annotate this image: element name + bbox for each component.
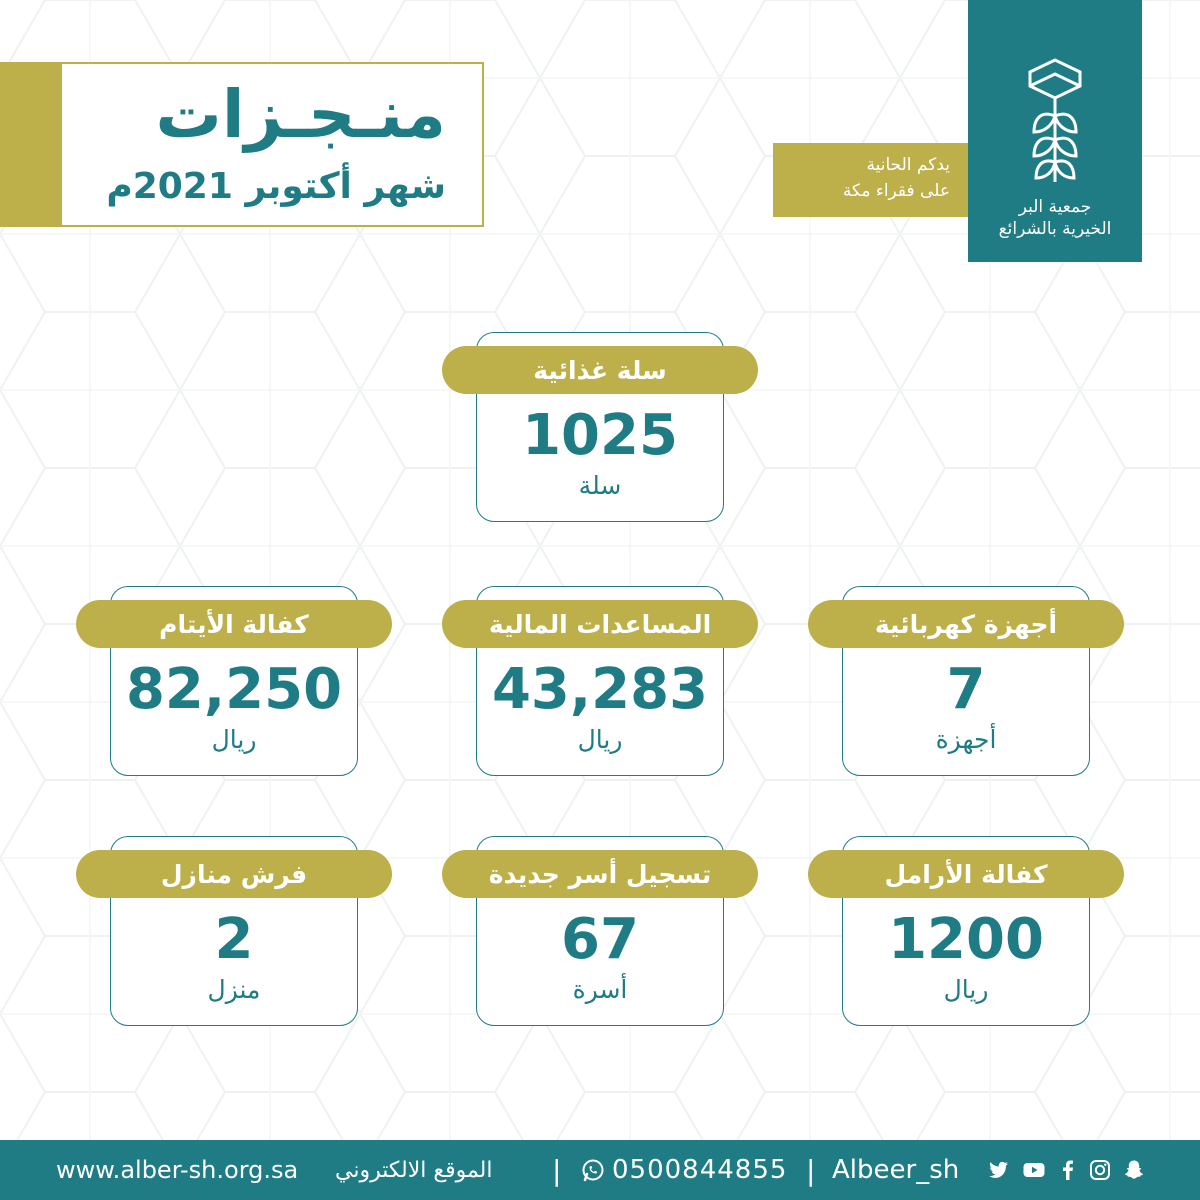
- card-label: أجهزة كهربائية: [808, 600, 1124, 648]
- stat-card-new-families: [476, 836, 724, 1026]
- card-value: 1025: [522, 403, 678, 468]
- card-value: 2: [214, 907, 254, 972]
- slogan-box: [773, 143, 968, 217]
- snapchat-icon[interactable]: [1122, 1158, 1146, 1182]
- stat-card-food-baskets: [476, 332, 724, 522]
- footer: [0, 1140, 1200, 1200]
- website-link[interactable]: www.alber-sh.org.sa: [56, 1156, 299, 1184]
- title-accent-bar: [0, 62, 60, 227]
- footer-separator: |: [552, 1153, 562, 1187]
- card-label: سلة غذائية: [442, 346, 758, 394]
- card-value: 1200: [888, 907, 1044, 972]
- stat-card-home-furnishing: [110, 836, 358, 1026]
- footer-separator: |: [806, 1153, 816, 1187]
- facebook-icon[interactable]: [1056, 1158, 1080, 1182]
- twitter-icon[interactable]: [986, 1158, 1010, 1182]
- card-label: كفالة الأرامل: [808, 850, 1124, 898]
- card-value: 82,250: [125, 657, 343, 722]
- wheat-kaaba-emblem-icon: [1026, 56, 1084, 186]
- card-value: 7: [946, 657, 986, 722]
- stat-card-widow-sponsorship: [842, 836, 1090, 1026]
- youtube-icon[interactable]: [1022, 1158, 1046, 1182]
- card-value: 43,283: [491, 657, 709, 722]
- card-label: كفالة الأيتام: [76, 600, 392, 648]
- card-unit: ريال: [943, 975, 989, 1004]
- card-unit: أسرة: [572, 975, 628, 1004]
- whatsapp-icon[interactable]: [581, 1158, 605, 1182]
- card-value: 67: [561, 907, 639, 972]
- slogan-line-1: يدكم الحانية: [866, 155, 950, 175]
- title-box: [60, 62, 484, 227]
- card-unit: سلة: [578, 471, 622, 500]
- card-unit: ريال: [577, 725, 623, 754]
- instagram-icon[interactable]: [1088, 1158, 1112, 1182]
- logo-name-line-2: الخيرية بالشرائع: [998, 219, 1112, 239]
- card-unit: ريال: [211, 725, 257, 754]
- stat-card-orphan-sponsorship: [110, 586, 358, 776]
- social-handle[interactable]: Albeer_sh: [832, 1155, 960, 1185]
- stat-card-financial-aid: [476, 586, 724, 776]
- phone-number[interactable]: 0500844855: [612, 1155, 788, 1185]
- stat-card-electrical-appliances: [842, 586, 1090, 776]
- card-label: تسجيل أسر جديدة: [442, 850, 758, 898]
- card-label: فرش منازل: [76, 850, 392, 898]
- logo-name-line-1: جمعية البر: [1018, 197, 1092, 217]
- card-label: المساعدات المالية: [442, 600, 758, 648]
- card-unit: منزل: [207, 975, 261, 1004]
- page-subtitle: شهر أكتوبر 2021م: [106, 166, 446, 207]
- logo: [968, 0, 1142, 262]
- website-label: الموقع الالكتروني: [335, 1157, 493, 1183]
- page-title: منـجـزات: [155, 76, 446, 153]
- card-unit: أجهزة: [935, 725, 997, 754]
- slogan-line-2: على فقراء مكة: [842, 181, 950, 201]
